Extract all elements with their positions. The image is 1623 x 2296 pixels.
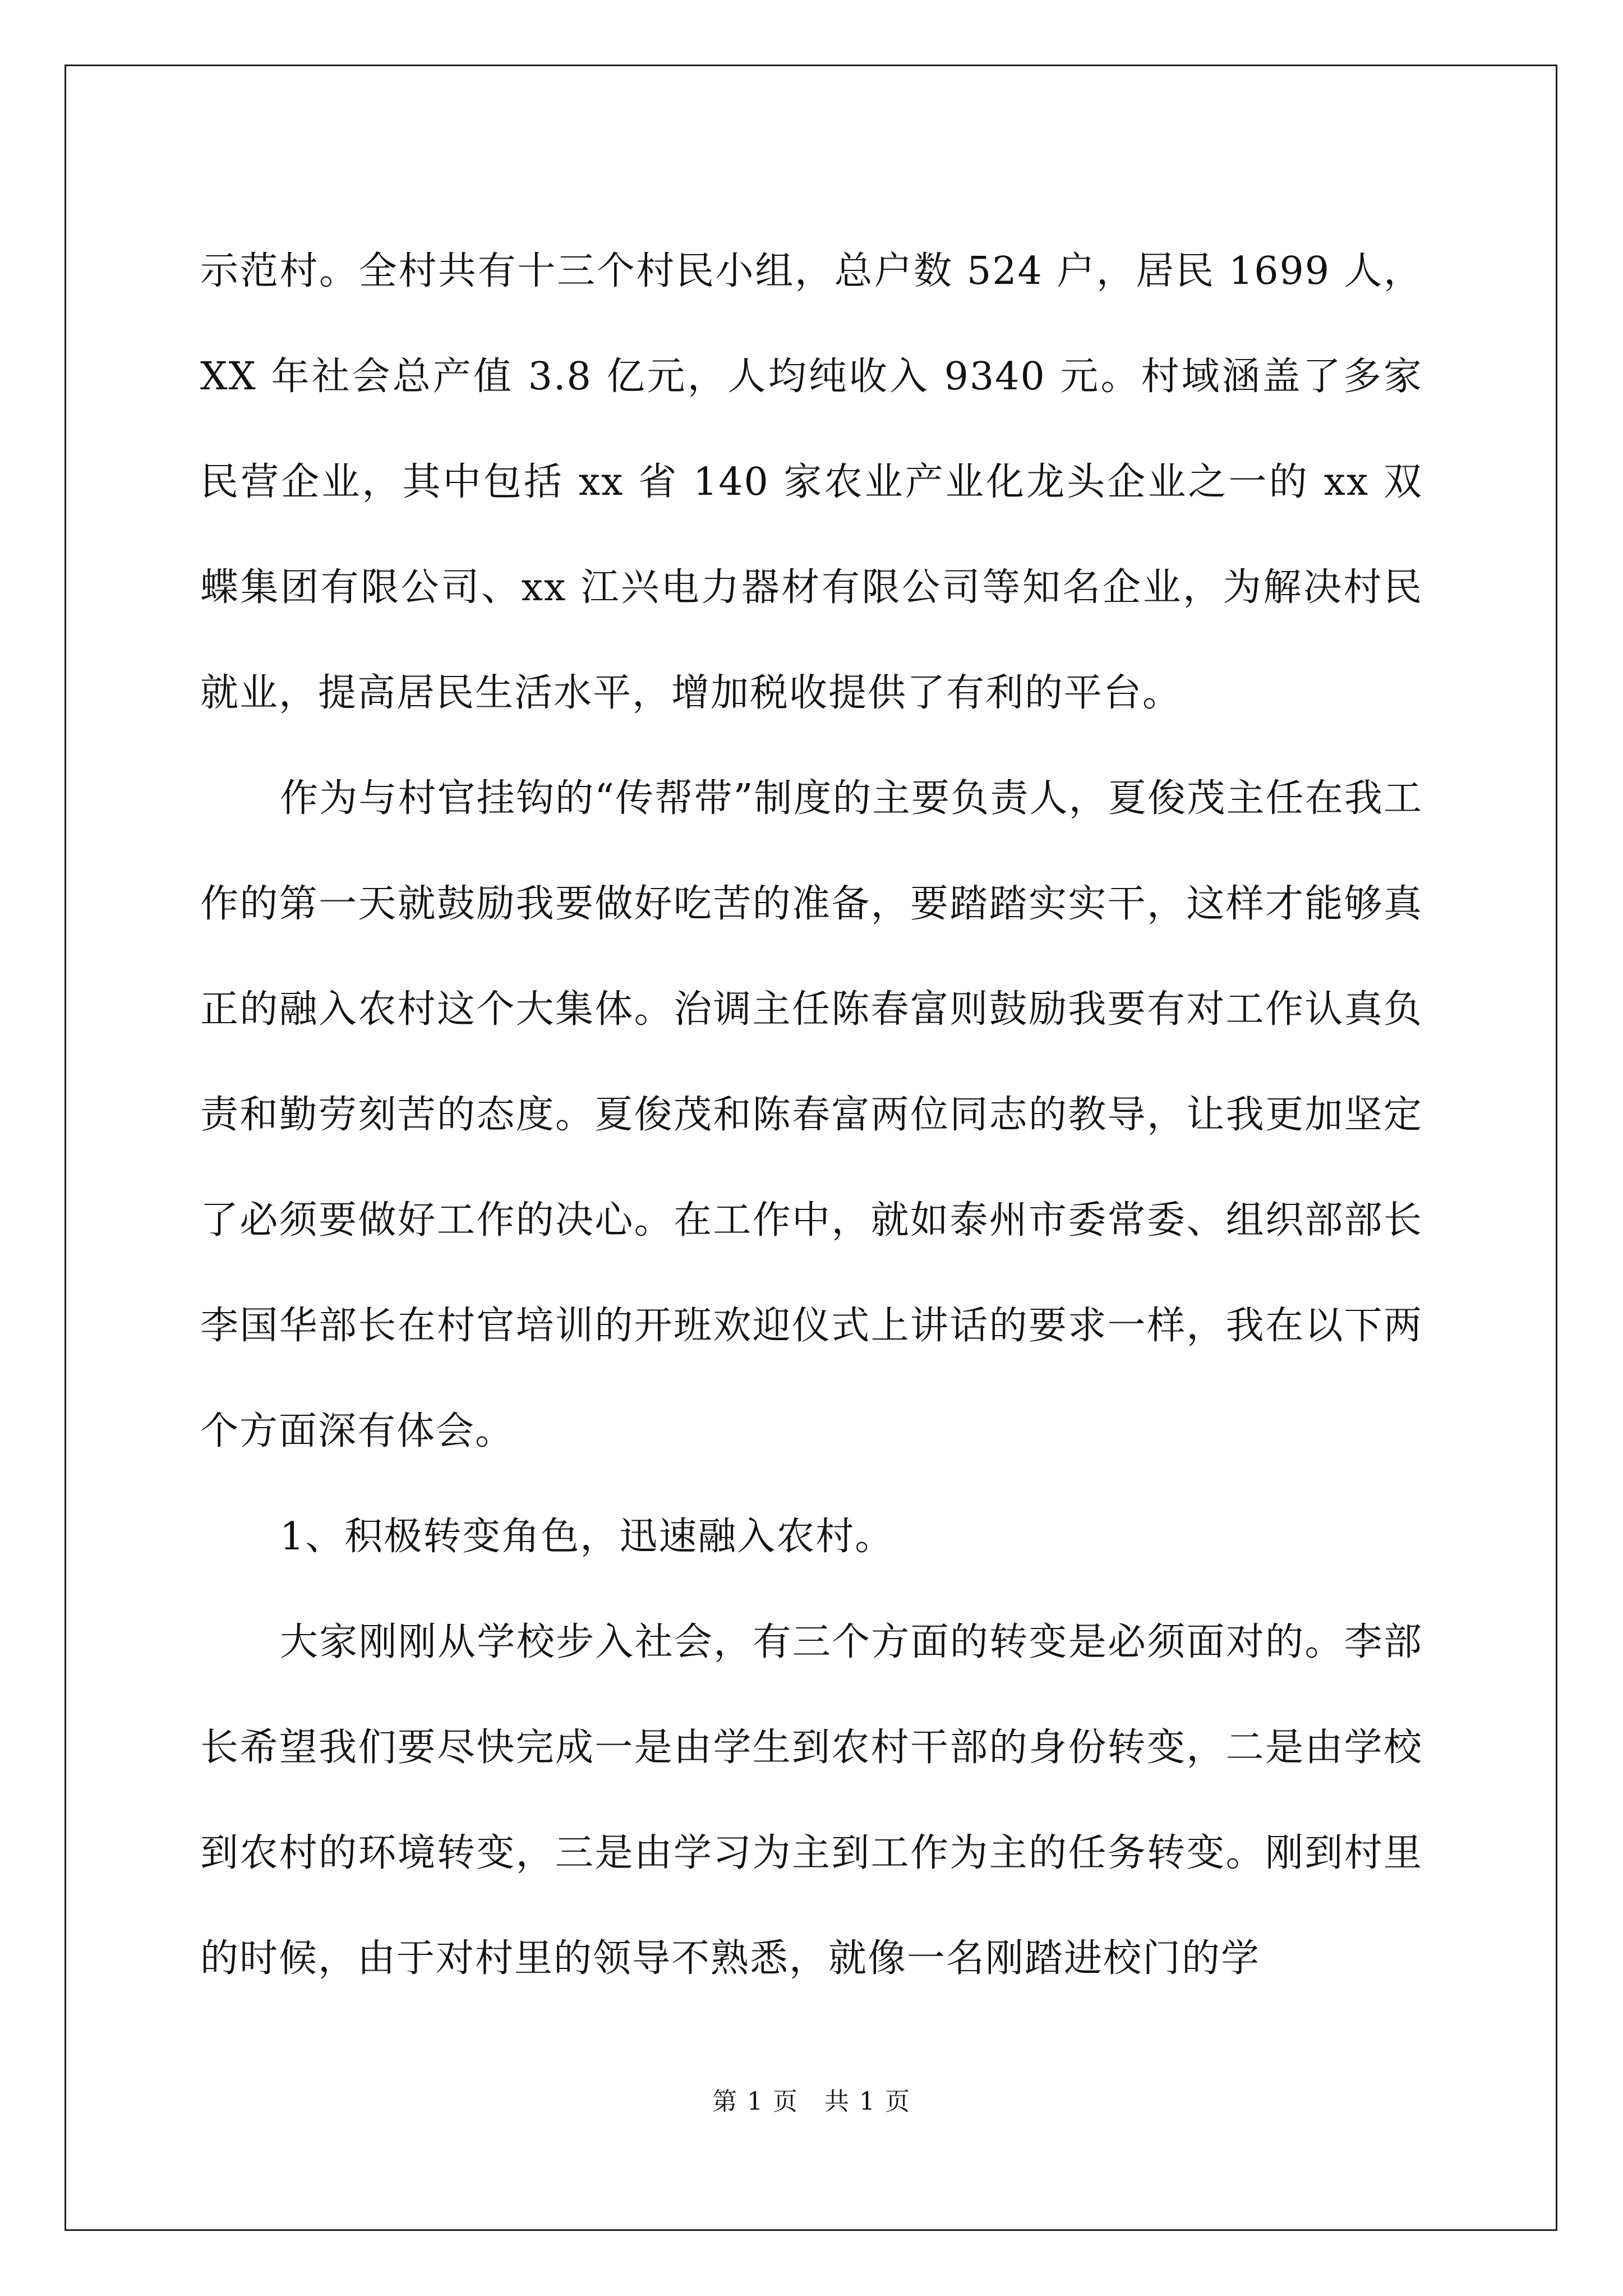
paragraph-3: 1、积极转变角色，迅速融入农村。 [280, 1515, 895, 1559]
document-body [200, 219, 1423, 2012]
page-footer: 第 1 页 共 1 页 [712, 2087, 911, 2116]
paragraph-1: 示范村。全村共有十三个村民小组，总户数 524 户，居民 1699 人，XX 年社会总产值 3.8 亿元，人均纯收入 9340 元。村域涵盖了多家民营企业，其中包括 xx 省 140 家农业产业化龙头企业之一的 xx 双蝶集团有限公司、xx 江兴电力器材有限公司等知名企业，为解决村民就业，提高居民生活水平，增加税收提供了有利的平台。 [200, 249, 1423, 715]
paragraph-2: 作为与村官挂钩的“传帮带”制度的主要负责人，夏俊茂主任在我工作的第一天就鼓励我要做好吃苦的准备，要踏踏实实干，这样才能够真正的融入农村这个大集体。治调主任陈春富则鼓励我要有对工作认真负责和勤劳刻苦的态度。夏俊茂和陈春富两位同志的教导，让我更加坚定了必须要做好工作的决心。在工作中，就如泰州市委常委、组织部部长李国华部长在村官培训的开班欢迎仪式上讲话的要求一样，我在以下两个方面深有体会。 [200, 776, 1423, 1453]
paragraph-4: 大家刚刚从学校步入社会，有三个方面的转变是必须面对的。李部长希望我们要尽快完成一是由学生到农村干部的身份转变，二是由学校到农村的环境转变，三是由学习为主到工作为主的任务转变。刚到村里的时候，由于对村里的领导不熟悉，就像一名刚踏进校门的学 [200, 1620, 1423, 1981]
